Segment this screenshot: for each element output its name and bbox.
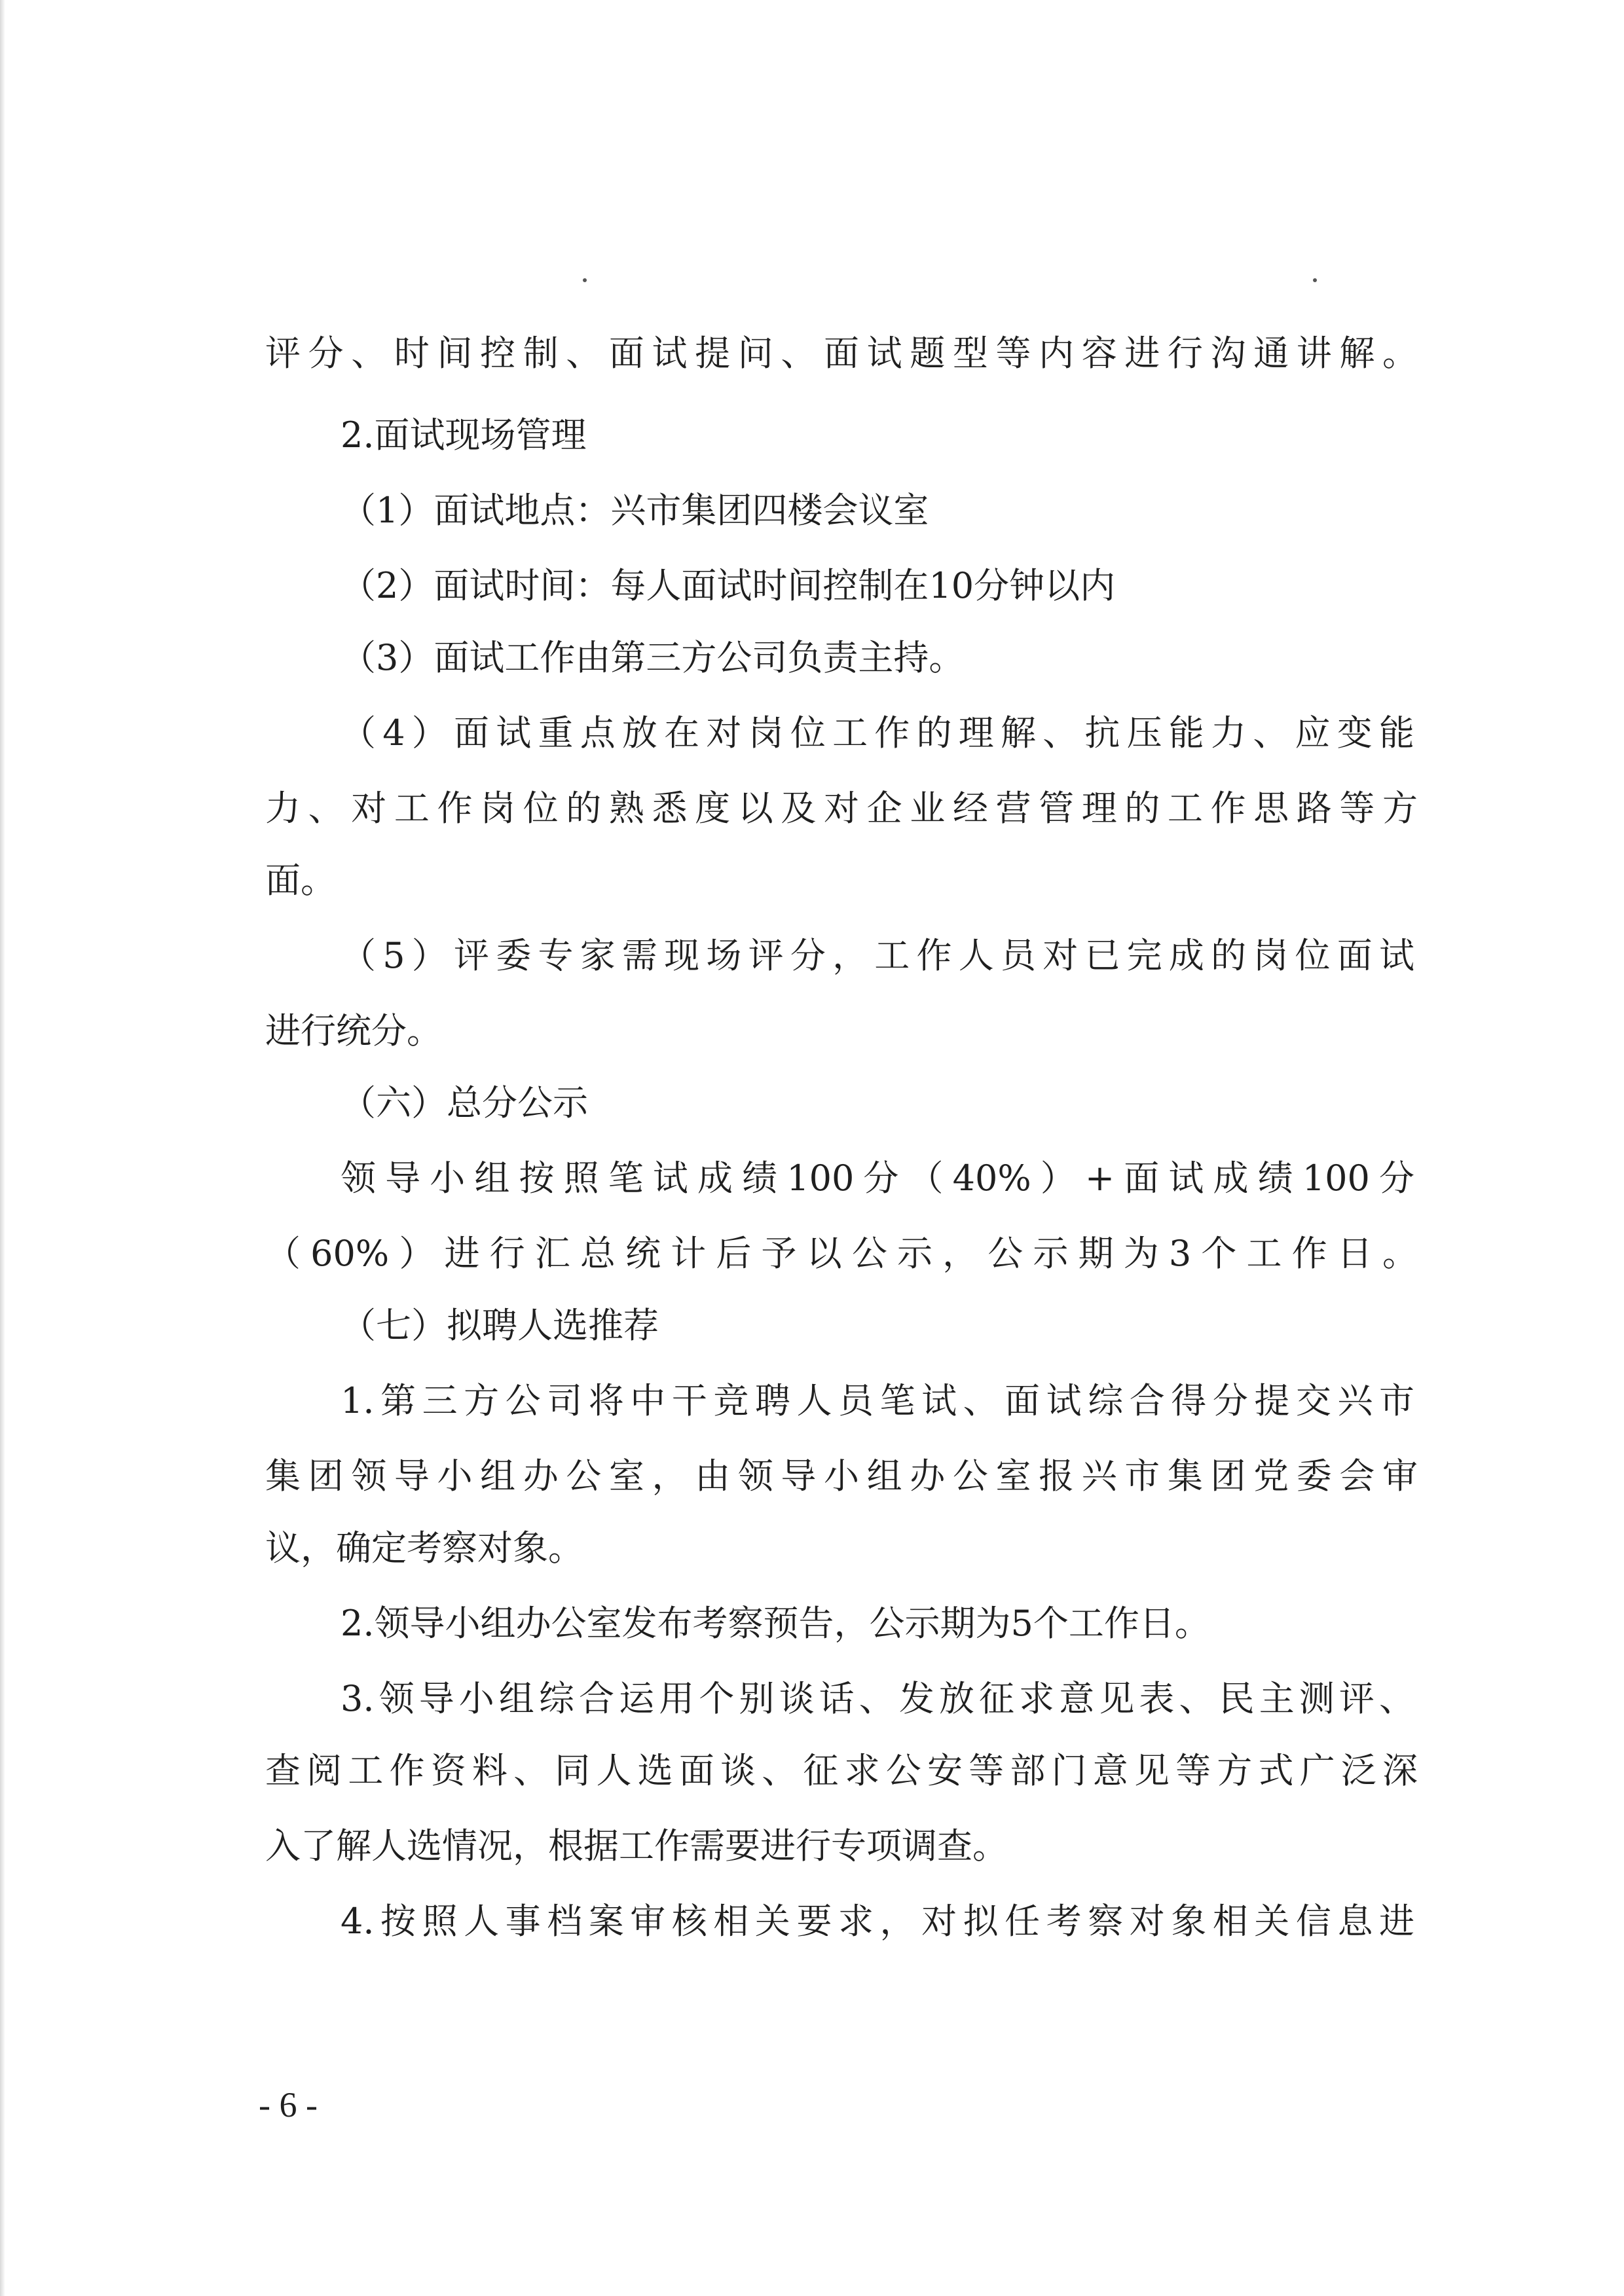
section-heading: （六）总分公示	[341, 1082, 588, 1123]
text-line: （3）面试工作由第三方公司负责主持。	[341, 637, 965, 678]
text-line: （5）评委专家需现场评分，工作人员对已完成的岗位面试	[341, 935, 1414, 976]
text-line: 入了解人选情况，根据工作需要进行专项调查。	[265, 1825, 1008, 1867]
scan-mark	[1313, 278, 1317, 282]
text-line: 议，确定考察对象。	[265, 1527, 583, 1569]
text-line: 4.按照人事档案审核相关要求，对拟任考察对象相关信息进	[341, 1901, 1414, 1942]
text-line: 1.第三方公司将中干竞聘人员笔试、面试综合得分提交兴市	[341, 1380, 1414, 1421]
text-line: 3.领导小组综合运用个别谈话、发放征求意见表、民主测评、	[341, 1678, 1414, 1719]
text-line: 评分、时间控制、面试提问、面试题型等内容进行沟通讲解。	[265, 333, 1418, 374]
text-line: （1）面试地点：兴市集团四楼会议室	[341, 490, 929, 531]
scan-edge	[0, 0, 5, 2296]
section-heading: （七）拟聘人选推荐	[341, 1305, 659, 1346]
text-line: （60%）进行汇总统计后予以公示，公示期为3个工作日。	[265, 1233, 1418, 1274]
text-line: 查阅工作资料、同人选面谈、征求公安等部门意见等方式广泛深	[265, 1750, 1418, 1791]
text-line: 进行统分。	[265, 1010, 442, 1051]
scan-mark	[583, 278, 587, 282]
text-line: 2.领导小组办公室发布考察预告，公示期为5个工作日。	[341, 1603, 1210, 1644]
text-line: （2）面试时间：每人面试时间控制在10分钟以内	[341, 565, 1116, 606]
text-line: 集团领导小组办公室，由领导小组办公室报兴市集团党委会审	[265, 1455, 1418, 1497]
text-line: 2.面试现场管理	[341, 414, 587, 456]
text-line: 领导小组按照笔试成绩100分（40%）+面试成绩100分	[341, 1157, 1414, 1199]
text-line: （4）面试重点放在对岗位工作的理解、抗压能力、应变能	[341, 712, 1414, 754]
text-line: 面。	[265, 860, 336, 901]
text-line: 力、对工作岗位的熟悉度以及对企业经营管理的工作思路等方	[265, 788, 1418, 829]
page-number: - 6 -	[259, 2085, 318, 2124]
